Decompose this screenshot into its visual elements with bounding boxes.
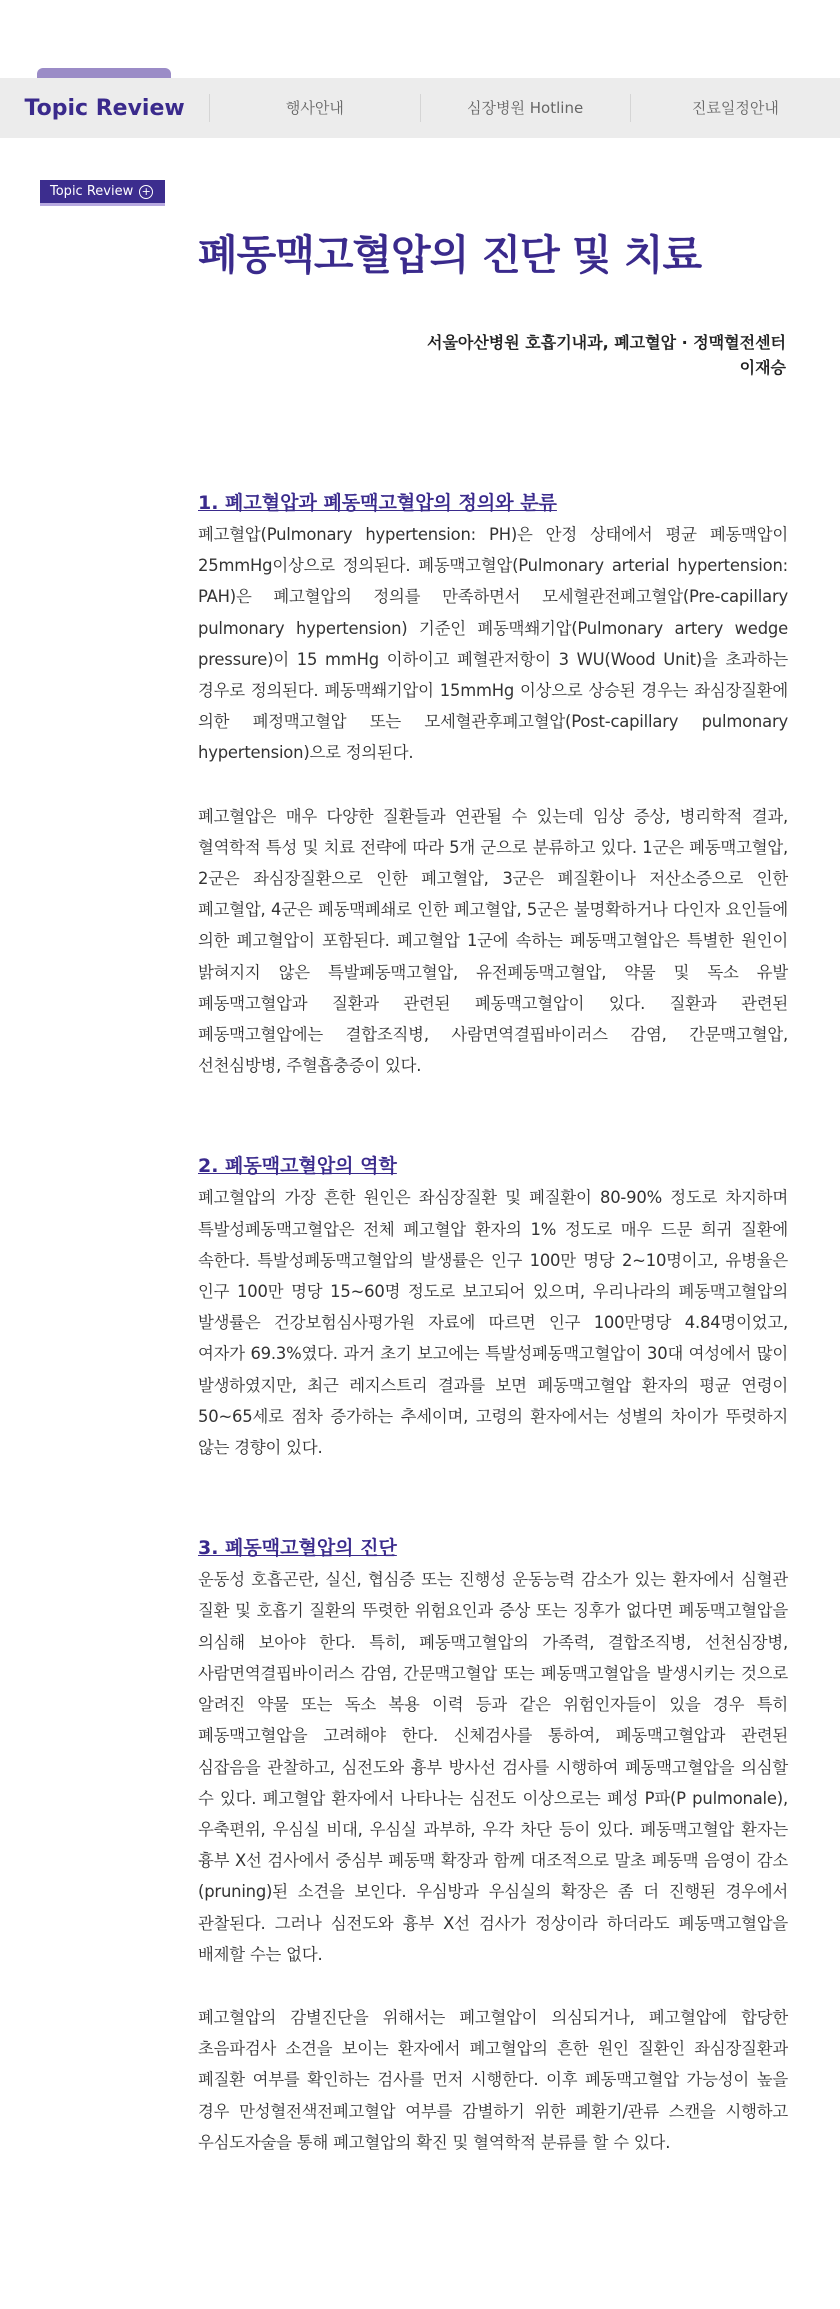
- paragraph: 운동성 호흡곤란, 실신, 협심증 또는 진행성 운동능력 감소가 있는 환자에서 심혈관 질환 및 호흡기 질환의 뚜렷한 위험요인과 증상 또는 징후가 없다면 폐동맥고혈압을 의심해 보아야 한다. 특히, 폐동맥고혈압의 가족력, 결합조직병, 선천심장병, 사람면역결핍바이러스 감염, 간문맥고혈압 또는 폐동맥고혈압을 발생시키는 것으로 알려진 약물 또는 독소 복용 이력 등과 같은 위험인자들이 있을 경우 특히 폐동맥고혈압을 고려해야 한다. 신체검사를 통하여, 폐동맥고혈압과 관련된 심잡음을 관찰하고, 심전도와 흉부 방사선 검사를 시행하여 폐동맥고혈압을 의심할 수 있다. 폐고혈압 환자에서 나타나는 심전도 이상으로는 폐성 P파(P pulmonale), 우축편위, 우심실 비대, 우심실 과부하, 우각 차단 등이 있다. 폐동맥고혈압 환자는 흉부 X선 검사에서 중심부 폐동맥 확장과 함께 대조적으로 말초 폐동맥 음영이 감소(pruning)된 소견을 보인다. 우심방과 우심실의 확장은 좀 더 진행된 경우에서 관찰된다. 그러나 심전도와 흉부 X선 검사가 정상이라 하더라도 폐동맥고혈압을 배제할 수는 없다.: [198, 1570, 788, 1964]
- paragraph: 폐고혈압의 감별진단을 위해서는 폐고혈압이 의심되거나, 폐고혈압에 합당한 초음파검사 소견을 보이는 환자에서 폐고혈압의 흔한 원인 질환인 좌심장질환과 폐질환 여부를 확인하는 검사를 먼저 시행한다. 이후 폐동맥고혈압 가능성이 높을 경우 만성혈전색전폐고혈압 여부를 감별하기 위한 폐환기/관류 스캔을 시행하고 우심도자술을 통해 폐고혈압의 확진 및 혈역학적 분류를 할 수 있다.: [198, 2007, 788, 2152]
- nav-item-events[interactable]: 행사안내: [209, 94, 419, 122]
- paragraph: 폐고혈압(Pulmonary hypertension: PH)은 안정 상태에서 평균 폐동맥압이 25mmHg이상으로 정의된다. 폐동맥고혈압(Pulmonary arterial hypertension: PAH)은 폐고혈압의 정의를 만족하면서 모세혈관전폐고혈압(Pre-capillary pulmonary hypertension) 기준인 폐동맥쐐기압(Pulmonary artery wedge pressure)이 15 mmHg 이하이고 폐혈관저항이 3 WU(Wood Unit)을 초과하는 경우로 정의된다. 폐동맥쐐기압이 15mmHg 이상으로 상승된 경우는 좌심장질환에 의한 폐정맥고혈압 또는 모세혈관후폐고혈압(Post-capillary pulmonary hypertension)으로 정의된다.: [198, 525, 788, 763]
- nav-item-hotline[interactable]: 심장병원 Hotline: [420, 94, 630, 122]
- section-heading: 1. 폐고혈압과 폐동맥고혈압의 정의와 분류: [198, 492, 557, 514]
- author-affiliation: 서울아산병원 호흡기내과, 폐고혈압 · 정맥혈전센터: [426, 333, 786, 352]
- paragraph: 폐고혈압의 가장 흔한 원인은 좌심장질환 및 폐질환이 80-90% 정도로 차지하며 특발성폐동맥고혈압은 전체 폐고혈압 환자의 1% 정도로 매우 드문 희귀 질환에 속한다. 특발성폐동맥고혈압의 발생률은 인구 100만 명당 2~10명이고, 유병율은 인구 100만 명당 15~60명 정도로 보고되어 있으며, 우리나라의 폐동맥고혈압의 발생률은 건강보험심사평가원 자료에 따르면 인구 100만명당 4.84명이었고, 여자가 69.3%였다. 과거 초기 보고에는 특발성폐동맥고혈압이 30대 여성에서 많이 발생하였지만, 최근 레지스트리 결과를 보면 폐동맥고혈압 환자의 평균 연령이 50~65세로 점차 증가하는 추세이며, 고령의 환자에서는 성별의 차이가 뚜렷하지 않는 경향이 있다.: [198, 1188, 788, 1458]
- paragraph: 폐고혈압은 매우 다양한 질환들과 연관될 수 있는데 임상 증상, 병리학적 결과, 혈역학적 특성 및 치료 전략에 따라 5개 군으로 분류하고 있다. 1군은 폐동맥고혈압, 2군은 좌심장질환으로 인한 폐고혈압, 3군은 폐질환이나 저산소증으로 인한 폐고혈압, 4군은 폐동맥폐쇄로 인한 폐고혈압, 5군은 불명확하거나 다인자 요인들에 의한 폐고혈압이 포함된다. 폐고혈압 1군에 속하는 폐동맥고혈압은 특별한 원인이 밝혀지지 않은 특발폐동맥고혈압, 유전폐동맥고혈압, 약물 및 독소 유발 폐동맥고혈압과 질환과 관련된 폐동맥고혈압이 있다. 질환과 관련된 폐동맥고혈압에는 결합조직병, 사람면역결핍바이러스 감염, 간문맥고혈압, 선천심방병, 주혈흡충증이 있다.: [198, 806, 788, 1076]
- article-title: 폐동맥고혈압의 진단 및 치료: [198, 231, 702, 279]
- topic-review-badge[interactable]: [40, 180, 165, 206]
- nav-brand-topic-review[interactable]: Topic Review: [24, 95, 185, 121]
- section-definition: [198, 488, 788, 1081]
- section-heading: 3. 폐동맥고혈압의 진단: [198, 1537, 397, 1560]
- plus-circle-icon: +: [139, 185, 153, 199]
- author-block: [427, 330, 786, 380]
- nav-item-schedule[interactable]: 진료일정안내: [630, 94, 840, 122]
- top-navigation: [0, 78, 840, 138]
- article-body: [198, 488, 788, 2228]
- section-diagnosis: [198, 1533, 788, 2158]
- section-heading: 2. 폐동맥고혈압의 역학: [198, 1155, 397, 1178]
- author-name: 이재승: [739, 358, 786, 377]
- badge-label: Topic Review: [50, 184, 134, 199]
- section-epidemiology: [198, 1151, 788, 1463]
